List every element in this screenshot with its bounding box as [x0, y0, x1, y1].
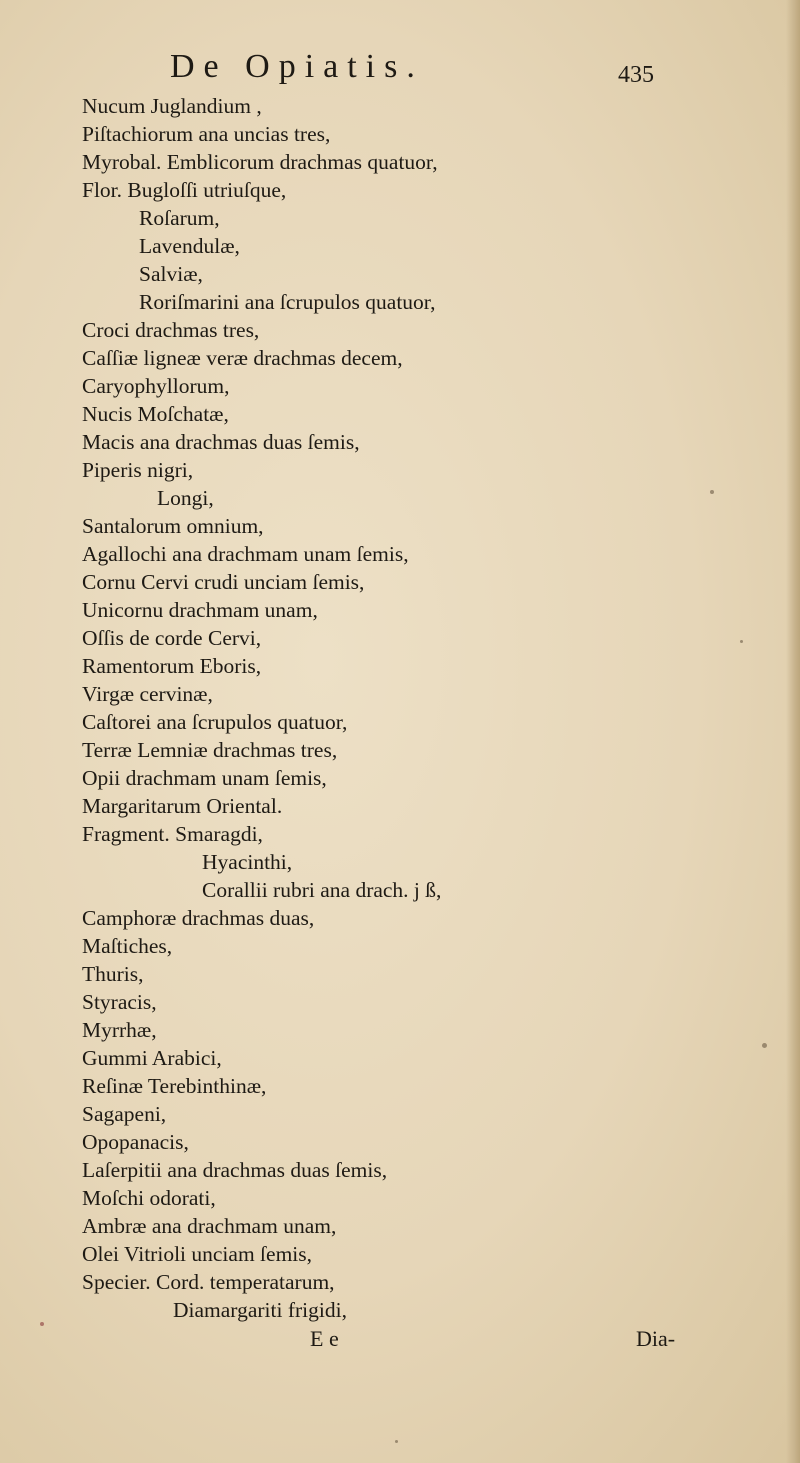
text-line: Macis ana drachmas duas ſemis, [82, 430, 360, 454]
text-line: Caſſiæ ligneæ veræ drachmas decem, [82, 346, 403, 370]
text-line: Thuris, [82, 962, 144, 986]
text-line: Oſſis de corde Cervi, [82, 626, 262, 650]
text-line: Croci drachmas tres, [82, 318, 260, 342]
text-line: Styracis, [82, 990, 157, 1014]
text-line: Caryophyllorum, [82, 374, 230, 398]
signature-mark: E e [310, 1326, 339, 1351]
text-line: Myrobal. Emblicorum drachmas quatuor, [82, 150, 438, 174]
text-line: Opii drachmam unam ſemis, [82, 766, 327, 790]
catchword: Dia- [636, 1326, 676, 1351]
text-line: Reſinæ Terebinthinæ, [82, 1074, 267, 1098]
text-line: Roſarum, [139, 206, 220, 230]
text-line: Roriſmarini ana ſcrupulos quatuor, [139, 290, 436, 314]
paper-speck [40, 1322, 44, 1326]
text-line: Margaritarum Oriental. [82, 794, 283, 818]
paper-speck [395, 1440, 398, 1443]
text-line: Unicornu drachmam unam, [82, 598, 318, 622]
text-line: Ambræ ana drachmam unam, [82, 1214, 337, 1238]
text-line: Piperis nigri, [82, 458, 194, 482]
text-line: Hyacinthi, [202, 850, 293, 874]
text-line: Laſerpitii ana drachmas duas ſemis, [82, 1158, 388, 1182]
text-line: Agallochi ana drachmam unam ſemis, [82, 542, 409, 566]
text-line: Lavendulæ, [139, 234, 240, 258]
text-line: Sagapeni, [82, 1102, 167, 1126]
text-line: Terræ Lemniæ drachmas tres, [82, 738, 338, 762]
text-line: Salviæ, [139, 262, 203, 286]
text-line: Ramentorum Eboris, [82, 654, 262, 678]
text-line: Santalorum omnium, [82, 514, 264, 538]
text-line: Nucum Juglandium , [82, 94, 262, 118]
text-line: Flor. Bugloſſi utriuſque, [82, 178, 287, 202]
text-line: Gummi Arabici, [82, 1046, 222, 1070]
page-number: 435 [618, 62, 654, 88]
text-line: Opopanacis, [82, 1130, 189, 1154]
text-line: Specier. Cord. temperatarum, [82, 1270, 335, 1294]
paper-speck [710, 490, 714, 494]
text-line: Piſtachiorum ana uncias tres, [82, 122, 331, 146]
page-edge [786, 0, 800, 1463]
text-line: Virgæ cervinæ, [82, 682, 213, 706]
paper-speck [740, 640, 743, 643]
text-line: Longi, [157, 486, 214, 510]
text-line: Maſtiches, [82, 934, 173, 958]
text-line: Corallii rubri ana drach. j ß, [202, 878, 442, 902]
text-line: Diamargariti frigidi, [173, 1298, 347, 1322]
text-line: Olei Vitrioli unciam ſemis, [82, 1242, 313, 1266]
text-line: Caſtorei ana ſcrupulos quatuor, [82, 710, 348, 734]
text-line: Camphoræ drachmas duas, [82, 906, 315, 930]
text-line: Moſchi odorati, [82, 1186, 216, 1210]
paper-speck [762, 1043, 767, 1048]
text-line: Myrrhæ, [82, 1018, 157, 1042]
text-line: Nucis Moſchatæ, [82, 402, 229, 426]
text-line: Cornu Cervi crudi unciam ſemis, [82, 570, 365, 594]
text-line: Fragment. Smaragdi, [82, 822, 263, 846]
running-title: De Opiatis. [170, 48, 424, 85]
